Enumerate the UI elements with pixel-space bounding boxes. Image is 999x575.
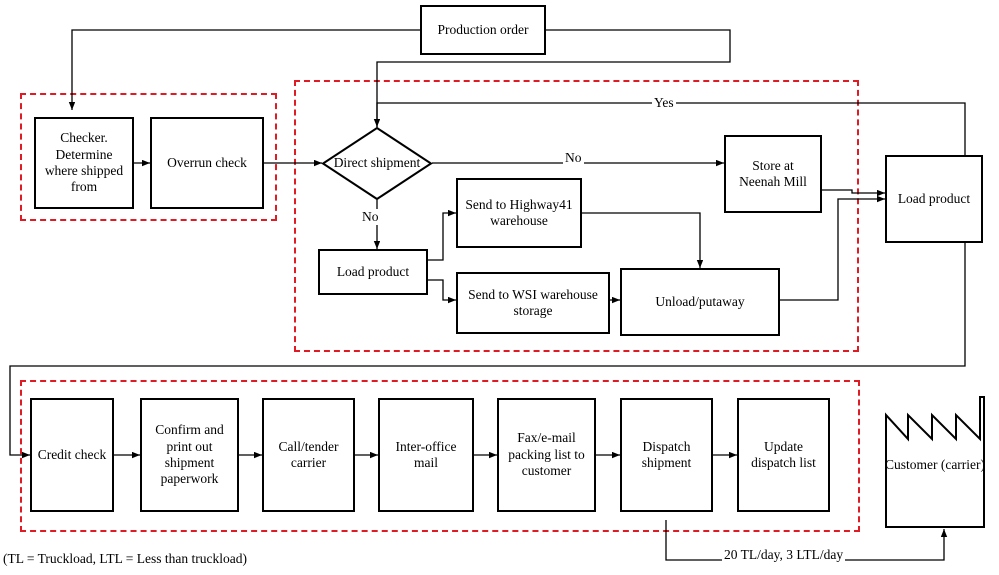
node-customer[interactable] [884, 395, 986, 529]
node-confirm-print[interactable] [140, 398, 239, 512]
node-store-neenah-label: Store at Neenah Mill [739, 157, 807, 189]
node-customer-text: Customer (carrier) [884, 457, 986, 472]
node-update-dispatch-list[interactable] [737, 398, 830, 512]
node-confirm-print-label: Confirm and print out shipment paperwork [155, 422, 224, 487]
node-call-tender[interactable] [262, 398, 355, 512]
node-customer-label [884, 457, 986, 473]
node-checker-label: Checker. Determine where shipped from [44, 130, 124, 195]
node-call-tender-label: Call/tender carrier [278, 438, 339, 470]
node-fax-email[interactable] [497, 398, 596, 512]
edge-label-yes: Yes [654, 95, 674, 110]
node-load-product-right-label: Load product [897, 190, 971, 206]
node-overrun-check[interactable] [150, 117, 264, 209]
node-load-product-right[interactable] [885, 155, 983, 243]
node-inter-office-mail-label: Inter-office mail [395, 438, 457, 470]
node-dispatch-shipment-label: Dispatch shipment [641, 438, 692, 470]
node-send-wsi-label: Send to WSI warehouse storage [468, 286, 598, 318]
edge-label-no-right: No [565, 150, 582, 165]
node-unload-putaway-label: Unload/putaway [655, 293, 745, 309]
node-direct-shipment[interactable] [322, 127, 432, 200]
node-load-product-mid[interactable] [318, 249, 428, 295]
node-fax-email-label: Fax/e-mail packing list to customer [508, 430, 585, 479]
node-checker[interactable] [34, 117, 134, 209]
node-production-order-label: Production order [437, 21, 529, 37]
node-load-product-mid-label: Load product [336, 263, 410, 279]
node-credit-check[interactable] [30, 398, 114, 512]
node-overrun-check-label: Overrun check [167, 154, 247, 170]
node-production-order[interactable] [420, 5, 546, 55]
node-inter-office-mail[interactable] [378, 398, 474, 512]
edge-label-volume: 20 TL/day, 3 LTL/day [724, 547, 844, 562]
edge-label-no-down: No [362, 209, 379, 224]
node-update-dispatch-list-label: Update dispatch list [751, 438, 816, 470]
node-send-highway41-label: Send to Highway41 warehouse [465, 196, 573, 228]
footnote: (TL = Truckload, LTL = Less than truckload) [3, 551, 247, 566]
node-store-neenah[interactable] [724, 135, 822, 213]
node-unload-putaway[interactable] [620, 268, 780, 336]
node-direct-shipment-label: Direct shipment [333, 155, 421, 171]
node-credit-check-label: Credit check [37, 446, 107, 462]
node-dispatch-shipment[interactable] [620, 398, 713, 512]
node-send-wsi[interactable] [456, 272, 610, 334]
node-send-highway41[interactable] [456, 178, 582, 248]
